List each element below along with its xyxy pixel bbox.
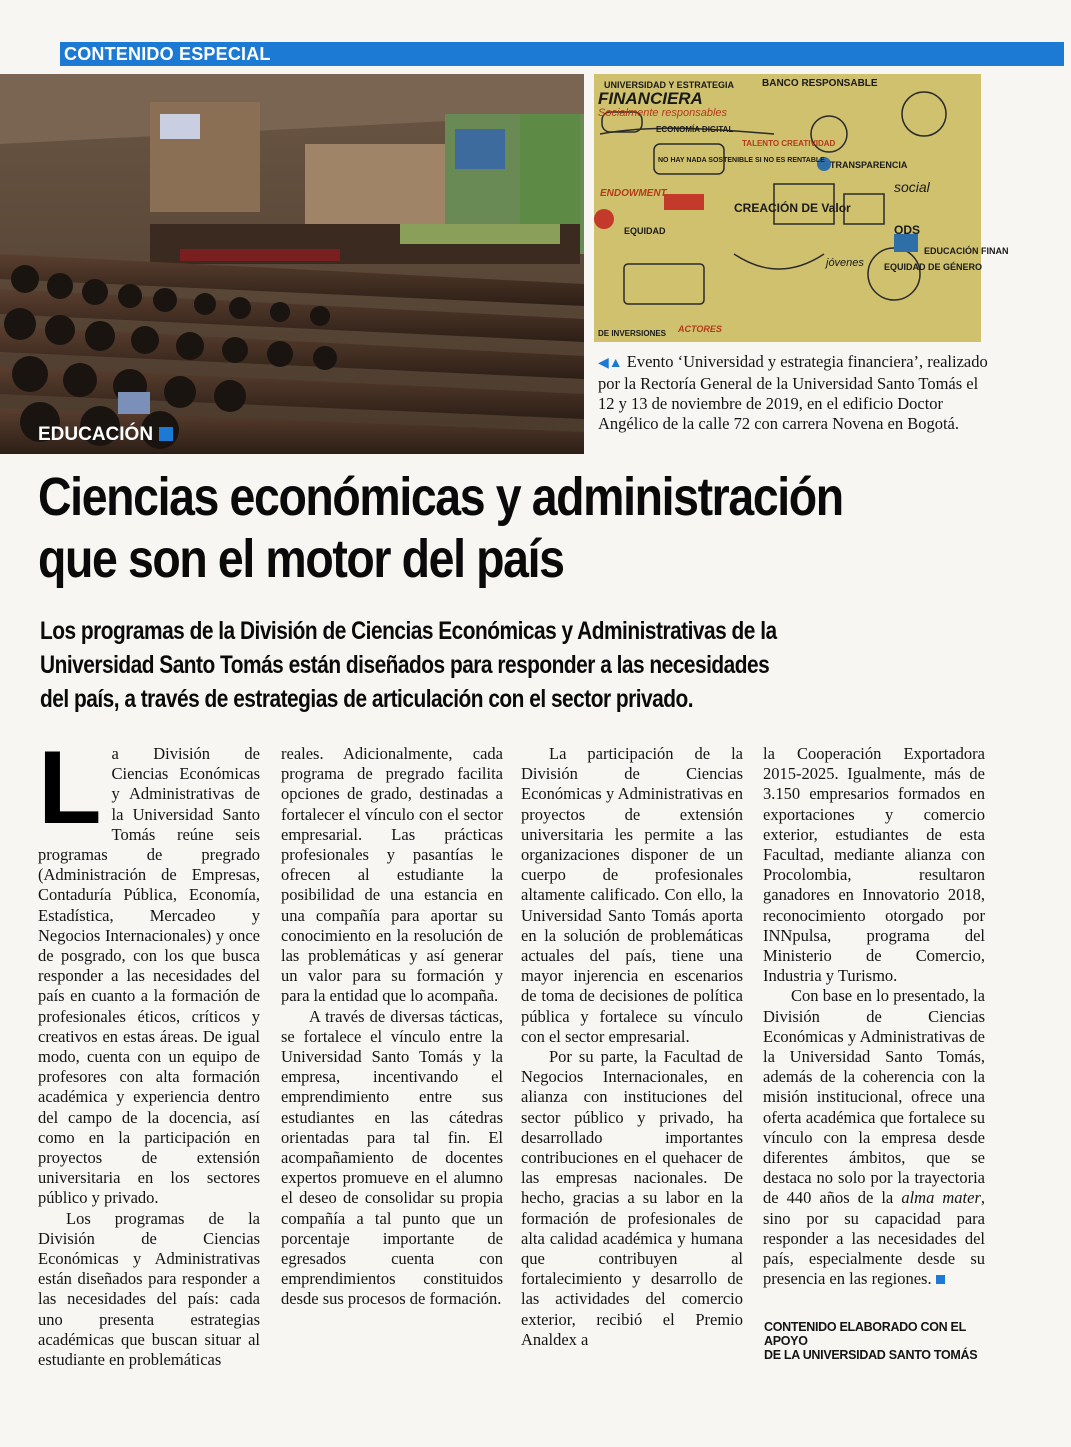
deck-line2: Universidad Santo Tomás están diseñados para responder a las necesidades — [40, 651, 770, 679]
headline-line1: Ciencias económicas y administración — [38, 467, 843, 527]
paragraph: reales. Adicionalmente, cada programa de pregrado facilita opciones de grado, destinadas a fortalecer el vínculo con el sector empresarial. Las prácticas profesionales y pasantías le ofrecen al estudiante la posibilidad de una estancia en una compañía para aportar su conocimiento en la resolución de las problemáticas y así generar un valor para su formación y para la entidad que lo acompaña. — [281, 744, 503, 1006]
deck-line3: del país, a través de estrategias de articulación con el sector privado. — [40, 685, 694, 713]
board-sostenible: NO HAY NADA SOSTENIBLE SI NO ES RENTABLE — [658, 157, 825, 164]
paragraph-text: a División de Ciencias Económicas y Administrativas de la Universidad Santo Tomás reúne seis programas de pregrado (Administración de Empresas, Contaduría Pública, Economía, Estadística, Mercadeo y Negocios Internacionales) y once de posgrado, con los que busca responder a las necesidades del país en cuanto a la formación de profesionales éticos, críticos y creativos en estas áreas. De igual modo, cuenta con un equipo de profesores con alta formación académica y experiencia dentro del campo de la docencia, así como en la participación en proyectos de extensión universitaria en los sectores público y privado. — [38, 744, 260, 1208]
article-deck — [40, 614, 950, 716]
board-sub: Socialmente responsables — [598, 107, 728, 119]
section-banner: CONTENIDO ESPECIAL — [60, 42, 1064, 66]
caption-arrows-icon: ◀▲ — [598, 356, 623, 371]
board-talento: TALENTO CREATIVIDAD — [742, 139, 836, 148]
board-banco: BANCO RESPONSABLE — [762, 78, 878, 89]
board-economia: ECONOMÍA DIGITAL — [656, 125, 734, 134]
board-valor: CREACIÓN DE Valor — [734, 201, 851, 215]
body-column-2 — [281, 744, 503, 1310]
paragraph-emphasis: alma mater — [901, 1188, 981, 1208]
deck-line1: Los programas de la División de Ciencias Económicas y Administrativas de la — [40, 617, 777, 645]
paragraph-text: , sino por su capacidad para responder a las necesidades del país, especialmente desde su presencia en las regiones. — [763, 1188, 985, 1289]
section-tag-label: EDUCACIÓN — [38, 424, 154, 445]
board-inversiones: DE INVERSIONES — [598, 329, 667, 338]
board-title1: UNIVERSIDAD Y ESTRATEGIA — [604, 80, 735, 90]
credit-line1: CONTENIDO ELABORADO CON EL APOYO — [764, 1320, 966, 1348]
paragraph-text: Con base en lo presentado, la División de Ciencias Económicas y Administrativas de la Universidad Santo Tomás, además de la coherencia con la misión institucional, ofrece una oferta académica que fortalece su vínculo con la empresa desde diferentes ámbitos, que se destaca no solo por la trayectoria de 440 años de la — [763, 986, 985, 1208]
board-jovenes: jóvenes — [826, 257, 864, 269]
content-credit — [764, 1320, 1004, 1362]
paragraph: la Cooperación Exportadora 2015-2025. Igualmente, más de 3.150 empresarios formados en exportaciones y comercio exterior, estudiantes de esta Facultad, mediante alianza con Procolombia, resultaron ganadores en Innovatorio 2018, reconocimiento otorgado por INNpulsa, programa del Ministerio de Comercio, Industria y Turismo. — [763, 744, 985, 986]
end-mark-icon — [936, 1275, 945, 1284]
board-actores: ACTORES — [678, 324, 722, 334]
auditorium-photo — [0, 74, 584, 454]
paragraph — [38, 730, 260, 1209]
section-tag — [38, 424, 173, 446]
credit-line2: DE LA UNIVERSIDAD SANTO TOMÁS — [764, 1348, 978, 1362]
graphic-recording-illustration — [594, 74, 1009, 342]
board-endowment: ENDOWMENT — [600, 188, 667, 199]
board-genero: EQUIDAD DE GÉNERO — [884, 262, 983, 272]
paragraph: A través de diversas tácticas, se fortalece el vínculo entre la Universidad Santo Tomás y la empresa, incentivando el emprendimiento entre sus estudiantes en las cátedras orientadas para tal fin. El acompañamiento de docentes expertos promueve en el alumno el deseo de consolidar su propia compañía a tal punto que un porcentaje importante de egresados cuenta con emprendimientos constituidos desde sus procesos de formación. — [281, 1006, 503, 1309]
article-headline — [38, 466, 898, 590]
body-column-4 — [763, 744, 985, 1289]
paragraph: La participación de la División de Ciencias Económicas y Administrativas en proyectos de extensión universitaria les permite a las organizaciones disponer de un cuerpo de profesionales altamente calificado. Con ello, la Universidad Santo Tomás aporta en la solución de problemáticas actuales del país, tiene una mayor injerencia en escenarios de toma de decisiones de política pública y fortalece su vínculo con el sector empresarial. — [521, 744, 743, 1046]
square-bullet-icon — [159, 427, 173, 441]
graphic-recording-photo — [594, 74, 1009, 342]
body-column-3 — [521, 744, 743, 1350]
auditorium-illustration — [0, 74, 584, 454]
board-educacion: EDUCACIÓN FINAN — [924, 246, 1009, 256]
paragraph — [763, 986, 985, 1289]
drop-cap: L — [38, 730, 102, 846]
board-title2: FINANCIERA — [598, 89, 703, 108]
board-social: social — [894, 179, 930, 195]
board-equidad: EQUIDAD — [624, 226, 666, 236]
photo-caption — [598, 352, 988, 434]
headline-line2: que son el motor del país — [38, 529, 564, 589]
board-ods: ODS — [894, 223, 921, 237]
board-transparencia: TRANSPARENCIA — [830, 160, 908, 170]
caption-text: Evento ‘Universidad y estrategia financiera’, realizado por la Rectoría General de la Universidad Santo Tomás el 12 y 13 de noviembre de 2019, en el edificio Doctor Angélico de la calle 72 con carrera Novena en Bogotá. — [598, 352, 988, 433]
paragraph: Por su parte, la Facultad de Negocios Internacionales, en alianza con instituciones del sector público y privado, ha desarrollado importantes contribuciones en el quehacer de las empresas nacionales. De hecho, gracias a su labor en la formación de profesionales de alta calidad académica y humana que contribuyen al fortalecimiento y desarrollo de las actividades del comercio exterior, recibió el Premio Analdex a — [521, 1047, 743, 1349]
body-column-1 — [38, 730, 260, 1370]
paragraph: Los programas de la División de Ciencias Económicas y Administrativas están diseñados para responder a las necesidades del país: cada uno presenta estrategias académicas que buscan situar al estudiante en problemáticas — [38, 1208, 260, 1370]
